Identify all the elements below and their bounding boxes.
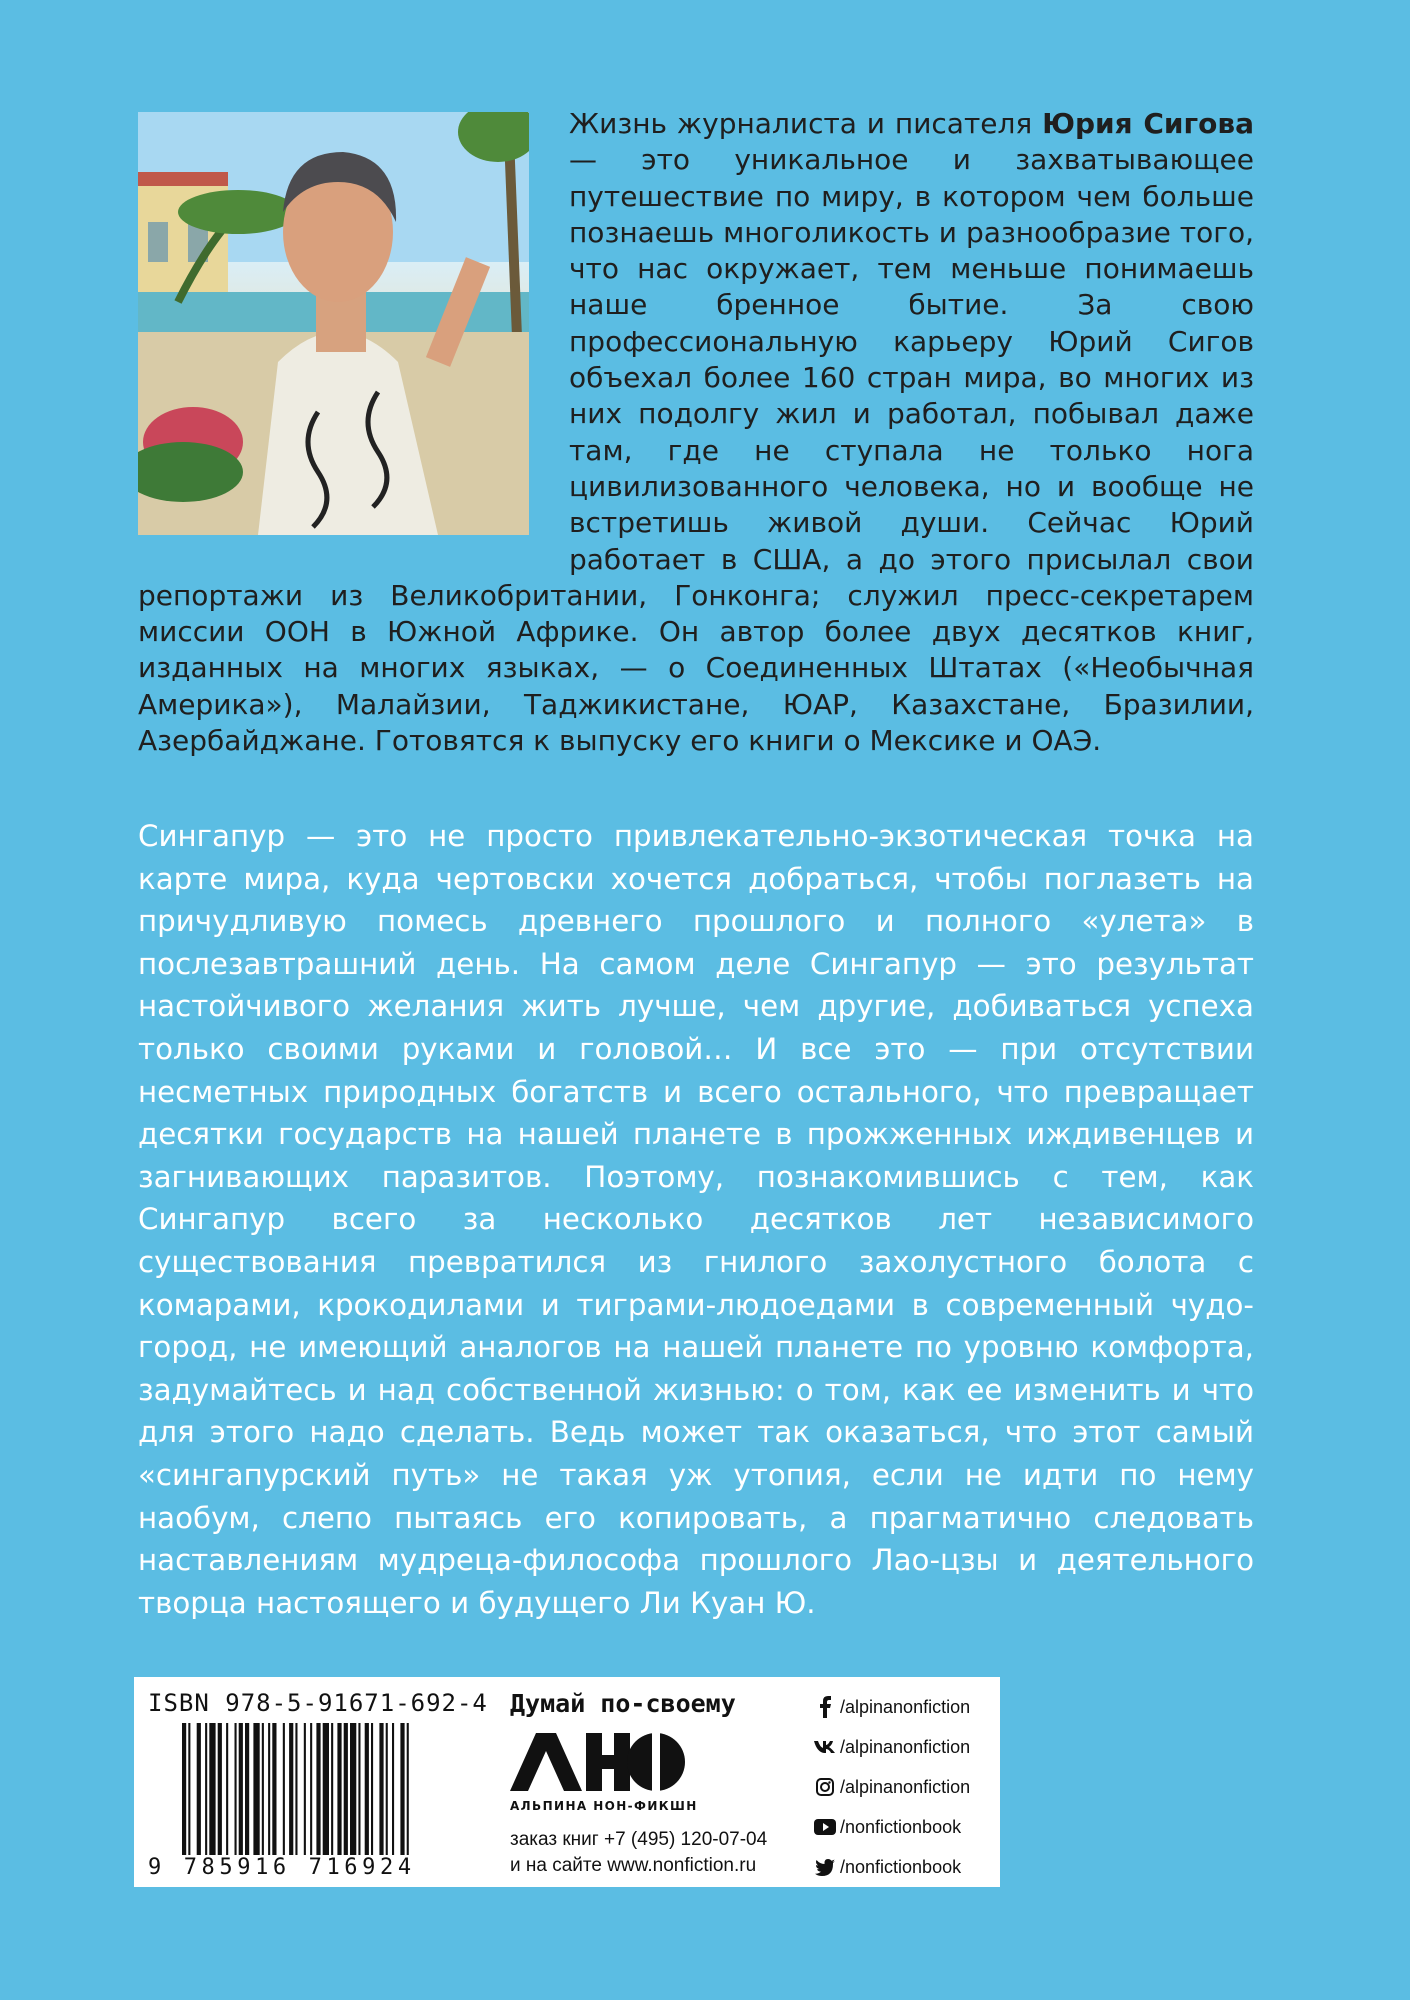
barcode-digits: 9 785916 716924 [148,1855,416,1880]
publisher-slogan: Думай по-своему [510,1689,736,1718]
order-info [510,1827,767,1879]
social-handle: /nonfictionbook [840,1816,962,1837]
publisher-name: АЛЬПИНА НОН-ФИКШН [510,1799,698,1813]
bio-text-before: Жизнь журналиста и писателя [569,107,1043,140]
book-blurb: Сингапур — это не просто привлекательно-экзотическая точка на карте мира, куда чертовски хочется добраться, чтобы поглазеть на причудливую помесь древнего прошлого и полного «улета» в послезавтрашний день. На самом деле Сингапур — это результат настойчивого желания жить лучше, чем другие, добиваться успеха только своими руками и головой… И все это — при отсутствии несметных природных богатств и всего остального, что превращает десятки государств на нашей планете в прожженных иждивенцев и загнивающих паразитов. Поэтому, познакомившись с тем, как Сингапур всего за несколько десятков лет независимого существования превратился из гнилого захолустного болота с комарами, крокодилами и тиграми-людоедами в современный чудо-город, не имеющий аналогов на нашей планете по уровню комфорта, задумайтесь и над собственной жизнью: о том, как ее изменить и что для этого надо сделать. Ведь может так оказаться, что этот самый «сингапурский путь» не такая уж утопия, если не идти по нему наобум, слепо пытаясь его копировать, а прагматично следовать наставлениям мудреца-философа прошлого Лао-цзы и деятельного творца настоящего и будущего Ли Куан Ю. [138,819,1254,1620]
social-links [814,1687,970,1887]
author-name: Юрия Сигова [1042,107,1254,140]
instagram-icon [814,1776,836,1798]
twitter-icon [814,1856,836,1878]
social-youtube[interactable] [814,1807,970,1847]
bio-text-after: — это уникальное и захватывающее путешествие по миру, в котором чем больше познаешь многоликость и разнообразие того, что нас окружает, тем меньше понимаешь наше бренное бытие. За свою профессиональную карьеру Юрий Сигов объехал более 160 стран мира, во многих из них подолгу жил и работал, побывал даже там, где не ступала не только нога цивилизованного человека, но и вообще не встретишь живой души. Сейчас Юрий работает в США, а до этого присылал свои репортажи из Великобритании, Гонконга; служил пресс-секретарем миссии ООН в Южной Африке. Он автор более двух десятков книг, изданных на многих языках, — о Соединенных Штатах («Необычная Америка»), Малайзии, Таджикистане, ЮАР, Казахстане, Бразилии, Азербайджане. Готовятся к выпуску его книги о Мексике и ОАЭ. [138,143,1254,758]
social-facebook[interactable] [814,1687,970,1727]
social-instagram[interactable] [814,1767,970,1807]
ano-logo [510,1733,686,1791]
author-bio [138,106,1254,759]
order-website[interactable]: и на сайте www.nonfiction.ru [510,1855,757,1876]
youtube-icon [814,1816,836,1838]
social-handle: /alpinanonfiction [840,1776,971,1797]
vk-icon [814,1736,836,1758]
social-vk[interactable] [814,1727,970,1767]
social-handle: /nonfictionbook [840,1856,962,1877]
facebook-icon [814,1696,836,1718]
social-handle: /alpinanonfiction [840,1696,971,1717]
order-phone: заказ книг +7 (495) 120-07-04 [510,1829,768,1850]
isbn-label: ISBN 978-5-91671-692-4 [148,1689,488,1717]
social-handle: /alpinanonfiction [840,1736,971,1757]
publisher-info-box [134,1677,1000,1887]
social-twitter[interactable] [814,1847,970,1887]
